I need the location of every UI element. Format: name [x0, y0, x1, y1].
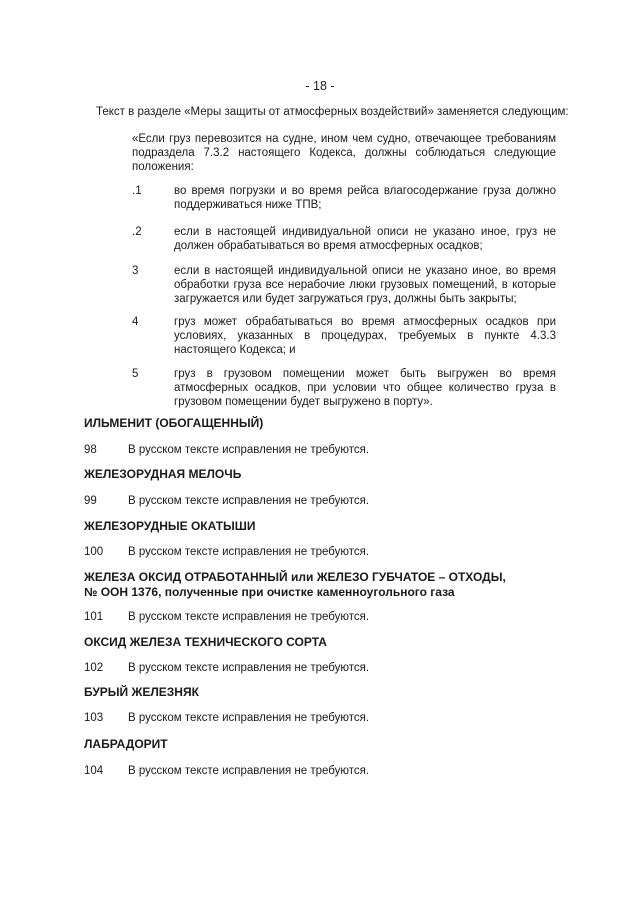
- item-number: 4: [132, 316, 139, 328]
- section-heading: ЖЕЛЕЗОРУДНЫЕ ОКАТЫШИ: [84, 519, 256, 533]
- section-entry: [84, 662, 369, 674]
- section-entry: [84, 765, 369, 777]
- item-text: если в настоящей индивидуальной описи не указано иное, груз не должен обрабатываться во время атмосферных осадков;: [174, 226, 556, 252]
- entry-text: В русском тексте исправления не требуются.: [128, 662, 370, 674]
- entry-text: В русском тексте исправления не требуются.: [128, 546, 370, 558]
- item-text: груз в грузовом помещении может быть выгружен во время атмосферных осадков, при условии что общее количество груза в грузовом помещении будет выгружено в порту».: [174, 368, 556, 408]
- entry-number: 100: [84, 546, 104, 558]
- section-entry: [84, 444, 369, 456]
- item-text: во время погрузки и во время рейса влагосодержание груза должно поддерживаться ниже ТПВ;: [174, 185, 556, 211]
- section-heading: ОКСИД ЖЕЛЕЗА ТЕХНИЧЕСКОГО СОРТА: [84, 635, 327, 649]
- section-heading: ЖЕЛЕЗОРУДНАЯ МЕЛОЧЬ: [84, 467, 242, 481]
- section-heading: ЖЕЛЕЗА ОКСИД ОТРАБОТАННЫЙ или ЖЕЛЕЗО ГУБЧАТОЕ – ОТХОДЫ,: [84, 570, 506, 584]
- item-text: если в настоящей индивидуальной описи не указано иное, во время обработки груза все нерабочие люки грузовых помещений, в которые загружается или будет загружаться груз, должны быть закрыты;: [174, 265, 556, 305]
- entry-number: 101: [84, 611, 104, 623]
- section-entry: [84, 546, 369, 558]
- section-entry: [84, 712, 369, 724]
- section-heading: БУРЫЙ ЖЕЛЕЗНЯК: [84, 685, 199, 699]
- entry-text: В русском тексте исправления не требуются.: [128, 444, 370, 456]
- page-number: - 18 -: [305, 79, 335, 93]
- entry-number: 98: [84, 444, 97, 456]
- item-number: 5: [132, 368, 139, 380]
- entry-text: В русском тексте исправления не требуются.: [128, 712, 370, 724]
- section-entry: [84, 495, 369, 507]
- section-entry: [84, 611, 369, 623]
- item-text: груз может обрабатываться во время атмосферных осадков при условиях, указанных в процедурах, требуемых в пункте 4.3.3 настоящего Кодекса; и: [174, 316, 556, 356]
- entry-number: 99: [84, 495, 97, 507]
- section-heading: ЛАБРАДОРИТ: [84, 737, 168, 751]
- section-heading: ИЛЬМЕНИТ (ОБОГАЩЕННЫЙ): [84, 416, 264, 430]
- entry-number: 103: [84, 712, 104, 724]
- entry-number: 102: [84, 662, 104, 674]
- item-number: 3: [132, 265, 139, 277]
- entry-number: 104: [84, 765, 104, 777]
- entry-text: В русском тексте исправления не требуются.: [128, 611, 370, 623]
- quote-intro: «Если груз перевозится на судне, ином чем судно, отвечающее требованиям подраздела 7.3.2 настоящего Кодекса, должны соблюдаться следующие положения:: [132, 133, 556, 173]
- intro-text: Текст в разделе «Меры защиты от атмосферных воздействий» заменяется следующим:: [96, 106, 569, 118]
- item-number: .1: [132, 185, 142, 197]
- section-heading-line2: № ООН 1376, полученные при очистке каменноугольного газа: [84, 585, 455, 599]
- item-number: .2: [132, 226, 142, 238]
- entry-text: В русском тексте исправления не требуются.: [128, 495, 370, 507]
- entry-text: В русском тексте исправления не требуются.: [128, 765, 370, 777]
